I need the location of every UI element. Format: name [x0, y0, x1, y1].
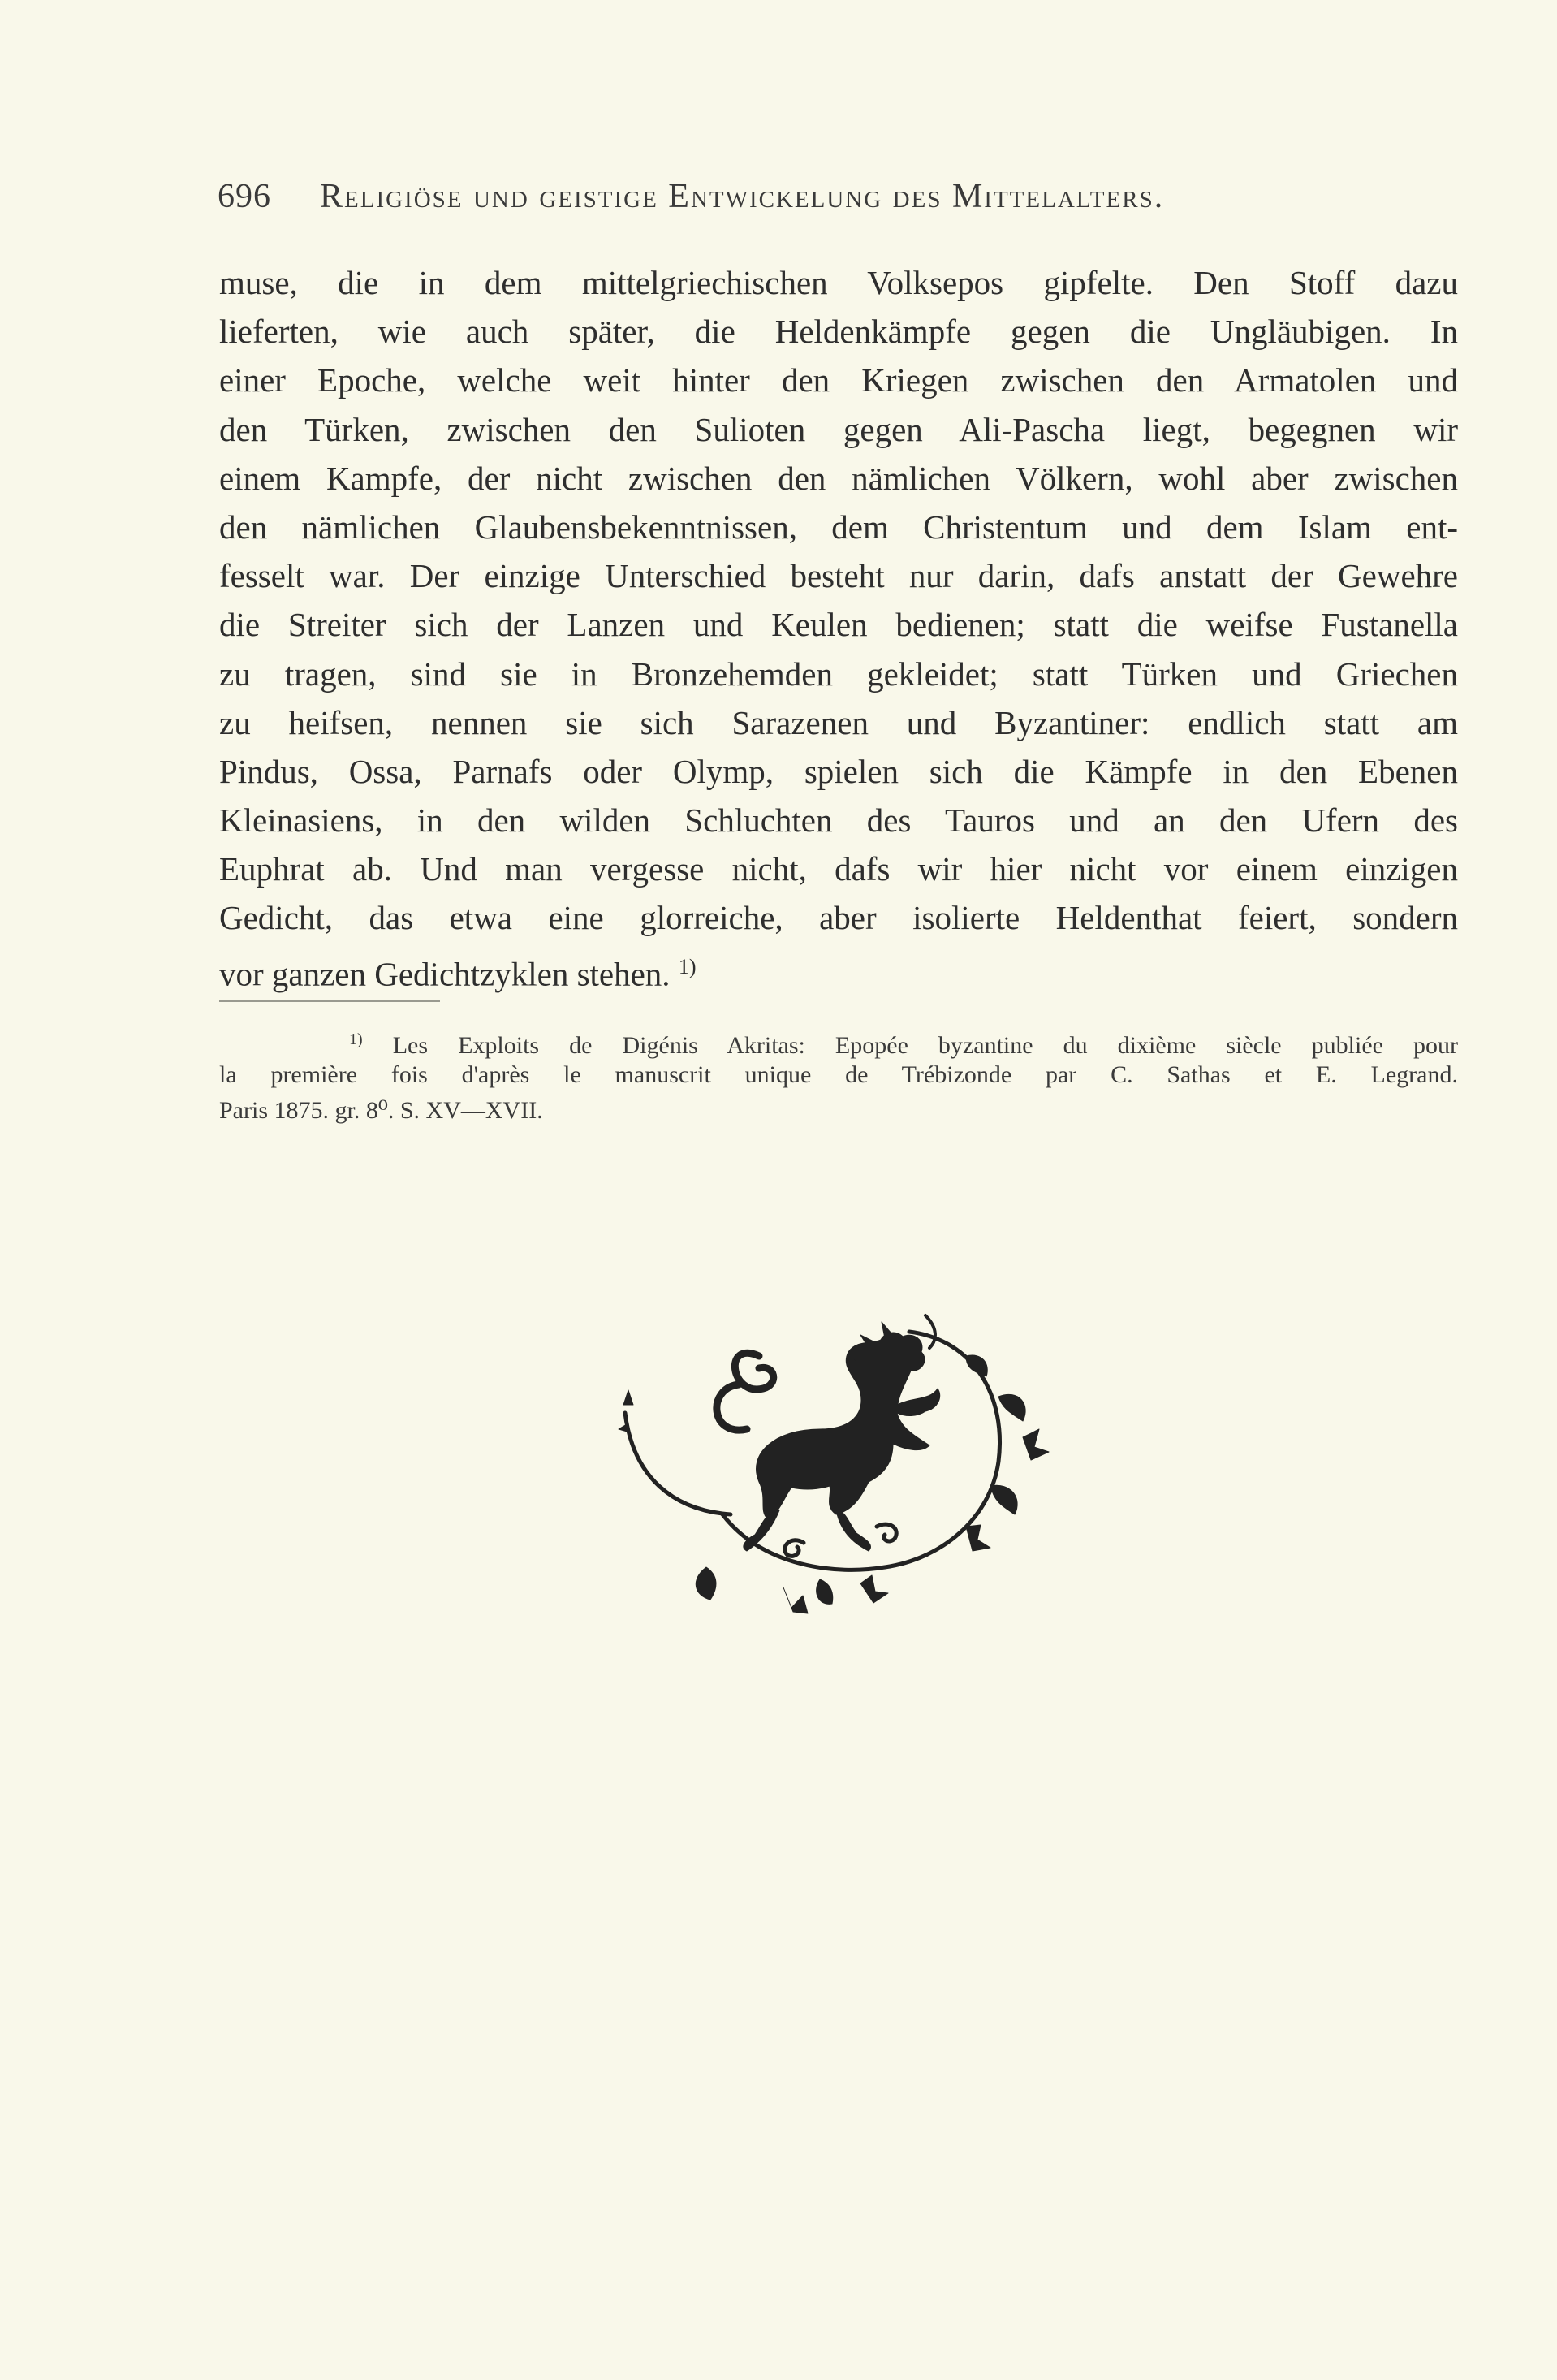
body-line: einer Epoche, welche weit hinter den Kriegen zwischen den Armatolen und [219, 361, 1458, 400]
footnote-line: la première fois d'après le manuscrit unique de Trébizonde par C. Sathas et E. Legrand. [219, 1061, 1458, 1088]
running-header [218, 177, 1395, 226]
lion-ornament-icon [617, 1307, 1055, 1648]
body-line: Kleinasiens, in den wilden Schluchten des Tauros und an den Ufern des [219, 801, 1458, 840]
body-line: den nämlichen Glaubensbekenntnissen, dem Christentum und dem Islam ent- [219, 508, 1458, 546]
body-line: muse, die in dem mittelgriechischen Volksepos gipfelte. Den Stoff dazu [219, 264, 1458, 301]
page-number: 696 [218, 178, 271, 215]
body-line: fesselt war. Der einzige Unterschied besteht nur darin, dafs anstatt der Gewehre [219, 557, 1458, 595]
body-line: einem Kampfe, der nicht zwischen den nämlichen Völkern, wohl aber zwischen [219, 459, 1458, 497]
body-paragraph [219, 258, 1458, 991]
footnote-line: Paris 1875. gr. 8⁰. S. XV—XVII. [219, 1097, 543, 1124]
body-line: Euphrat ab. Und man vergesse nicht, dafs wir hier nicht vor einem einzigen [219, 850, 1458, 888]
footnote-divider [219, 1000, 440, 1002]
footnote [219, 1022, 1458, 1129]
body-line: den Türken, zwischen den Sulioten gegen Ali-Pascha liegt, begegnen wir [219, 410, 1458, 448]
footnote-reference[interactable]: 1) [678, 954, 697, 978]
body-line: Pindus, Ossa, Parnafs oder Olymp, spielen sich die Kämpfe in den Ebenen [219, 752, 1458, 790]
body-line: zu tragen, sind sie in Bronzehemden gekleidet; statt Türken und Griechen [219, 654, 1458, 693]
body-line: Gedicht, das etwa eine glorreiche, aber isolierte Heldenthat feiert, sondern [219, 899, 1458, 937]
running-title: Religiöse und geistige Entwickelung des Mittelalters. [320, 178, 1165, 215]
body-line-text: vor ganzen Gedichtzyklen stehen. [219, 955, 671, 993]
body-line: lieferten, wie auch später, die Heldenkämpfe gegen die Ungläubigen. In [219, 313, 1458, 351]
footnote-line [219, 1022, 1458, 1057]
body-line: zu heifsen, nennen sie sich Sarazenen und Byzantiner: endlich statt am [219, 703, 1458, 741]
body-line: die Streiter sich der Lanzen und Keulen bedienen; statt die weifse Fustanella [219, 606, 1458, 644]
footnote-line-text: Les Exploits de Digénis Akritas: Epopée byzantine du dixième siècle publiée pour [392, 1032, 1459, 1059]
body-line-last [219, 943, 1458, 991]
footnote-marker: 1) [349, 1030, 363, 1048]
